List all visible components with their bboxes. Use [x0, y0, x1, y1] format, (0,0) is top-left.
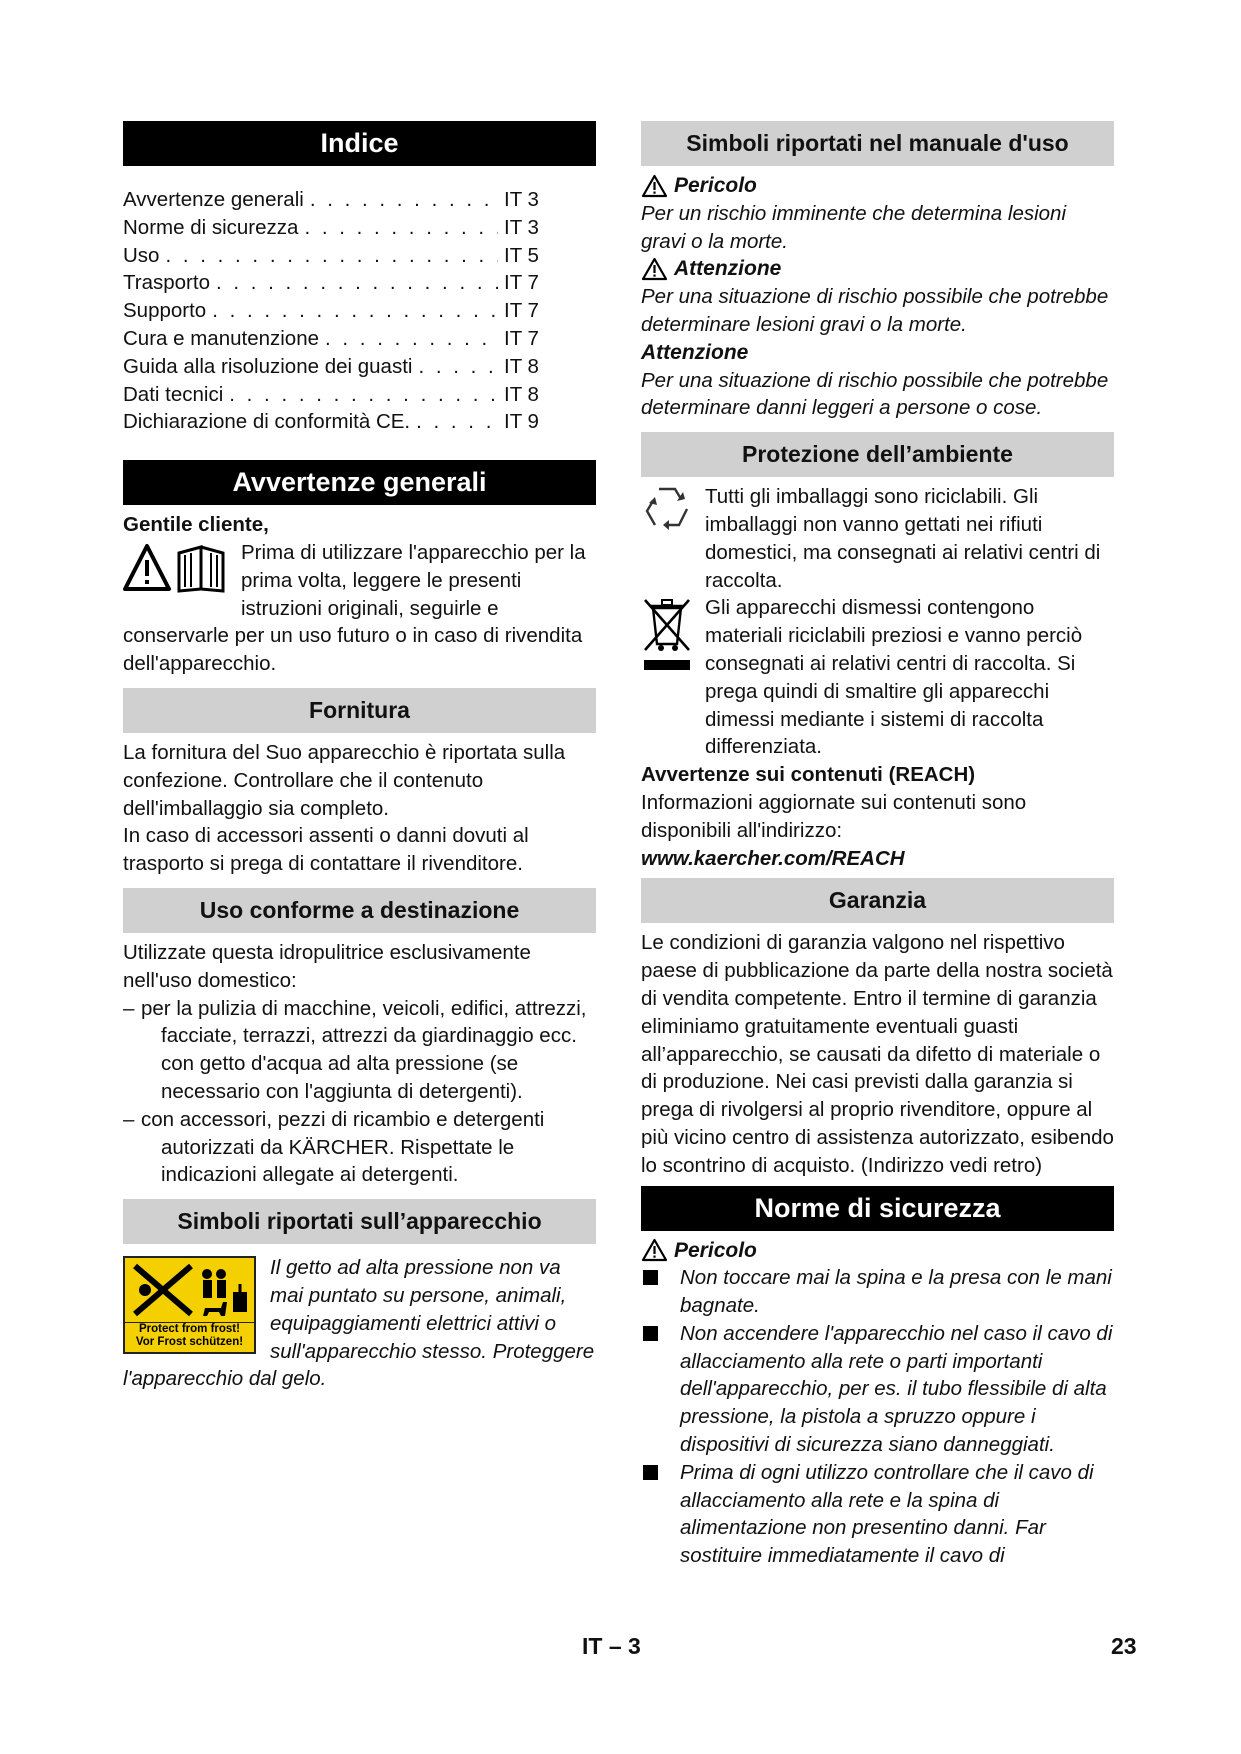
toc-entry[interactable]: Guida alla risoluzione dei guasti . . . IT 8: [123, 353, 548, 381]
supply-text-2: In caso di accessori assenti o danni dovuti al trasporto si prega di contattare il rivenditore.: [123, 824, 529, 876]
toc-entry[interactable]: Cura e manutenzione . . . IT 7: [123, 325, 548, 353]
right-column: [641, 121, 1114, 1570]
weee-row: [641, 594, 1114, 761]
toc-entry[interactable]: Norme di sicurezza . . . IT 3: [123, 214, 548, 242]
label-text-de: Vor Frost schützen!: [135, 1336, 244, 1349]
general-text: Prima di utilizzare l'apparecchio per la prima volta, leggere le presenti istruzioni originali, seguirle e conservarle per un uso futuro o in caso di rivendita dell'apparecchio.: [123, 540, 586, 676]
high-pressure-warning-icon: [125, 1258, 254, 1320]
section-title-supply: Fornitura: [123, 688, 596, 733]
section-title-safety: Norme di sicurezza: [641, 1186, 1114, 1231]
device-symbols-text: Il getto ad alta pressione non va mai puntato su persone, animali, equipaggiamenti elettrici attivi o sull'apparecchio stesso. Proteggere l'apparecchio dal gelo.: [123, 1256, 595, 1391]
warranty-text: Le condizioni di garanzia valgono nel rispettivo paese di pubblicazione da parte della nostra società di vendita competente. Entro il termine di garanzia eliminiamo gratuitamente eventuali guasti all’apparecchio, se causati da difetto di materiale o di produzione. Nei casi previsti dalla garanzia si prega di rivolgersi al proprio rivenditore, oppure al più vicino centro di assistenza autorizzato, esibendo lo scontrino di acquisto. (Indirizzo vedi retro): [641, 931, 1114, 1177]
recycle-icon: [641, 483, 693, 533]
danger-label: Pericolo: [641, 172, 1114, 200]
section-title-intended-use: Uso conforme a destinazione: [123, 888, 596, 933]
intended-use-intro: Utilizzate questa idropulitrice esclusivamente nell'uso domestico:: [123, 940, 531, 992]
toc-entry[interactable]: Uso . . . IT 5: [123, 242, 548, 270]
bullet-square-icon: [643, 1270, 658, 1285]
caution-label: Attenzione: [641, 340, 749, 364]
toc-entry[interactable]: Dichiarazione di conformità CE. . . . IT 9: [123, 408, 548, 436]
greeting: Gentile cliente,: [123, 513, 269, 537]
left-column: [123, 121, 596, 1393]
recycle-text: Tutti gli imballaggi sono riciclabili. Gli imballaggi non vanno gettati nei rifiuti domestici, ma consegnati ai relativi centri di raccolta.: [705, 485, 1101, 592]
table-of-contents: [123, 186, 548, 436]
warning-text: Per una situazione di rischio possibile che potrebbe determinare lesioni gravi o la morte.: [641, 285, 1109, 336]
supply-text-1: La fornitura del Suo apparecchio è riportata sulla confezione. Controllare che il contenuto dell'imballaggio sia completo.: [123, 740, 566, 820]
read-manual-warning-icon: [123, 543, 233, 595]
reach-text: Informazioni aggiornate sui contenuti sono disponibili all'indirizzo:: [641, 790, 1027, 842]
warning-triangle-icon: [641, 174, 668, 198]
label-text-it: Protect from frost!: [139, 1323, 240, 1336]
safety-danger-label: Pericolo: [641, 1237, 1114, 1265]
toc-entry[interactable]: Supporto . . . IT 7: [123, 297, 548, 325]
toc-title: Indice: [123, 121, 596, 166]
device-warning-label: [123, 1256, 256, 1354]
reach-link[interactable]: www.kaercher.com/REACH: [641, 846, 905, 870]
danger-text: Per un rischio imminente che determina lesioni gravi o la morte.: [641, 201, 1067, 253]
bullet-square-icon: [643, 1326, 658, 1341]
list-item: – con accessori, pezzi di ricambio e detergenti autorizzati da KÄRCHER. Rispettate le indicazioni allegate ai detergenti.: [123, 1107, 545, 1187]
list-item: Prima di ogni utilizzo controllare che il cavo di allacciamento alla rete e la spina di alimentazione non presentino danni. Far sostituire immediatamente il cavo di: [641, 1459, 1114, 1570]
reach-title: Avvertenze sui contenuti (REACH): [641, 763, 976, 787]
section-title-manual-symbols: Simboli riportati nel manuale d'uso: [641, 121, 1114, 166]
recycle-row: [641, 483, 1114, 594]
warning-triangle-icon: [641, 1238, 668, 1262]
toc-entry[interactable]: Dati tecnici . . . IT 8: [123, 381, 548, 409]
warning-label: Attenzione: [641, 255, 1114, 283]
bullet-square-icon: [643, 1465, 658, 1480]
crossed-bin-icon: [641, 594, 693, 674]
toc-entry[interactable]: Trasporto . . . IT 7: [123, 269, 548, 297]
section-title-environment: Protezione dell’ambiente: [641, 432, 1114, 477]
warning-triangle-icon: [641, 257, 668, 281]
section-title-warranty: Garanzia: [641, 878, 1114, 923]
section-title-device-symbols: Simboli riportati sull’apparecchio: [123, 1199, 596, 1244]
page-number: 23: [1111, 1633, 1137, 1659]
footer-section-label: IT – 3: [582, 1633, 641, 1659]
weee-text: Gli apparecchi dismessi contengono materiali riciclabili preziosi e vanno perciò consegnati ai relativi centri di raccolta. Si prega quindi di smaltire gli apparecchi dimessi mediante i sistemi di raccolta differenziata.: [705, 596, 1083, 759]
list-item: Non accendere l'apparecchio nel caso il cavo di allacciamento alla rete o parti importanti dell'apparecchio, per es. il tubo flessibile di alta pressione, la pistola a spruzzo oppure i dispositivi di sicurezza siano danneggiati.: [641, 1320, 1114, 1459]
toc-entry[interactable]: Avvertenze generali . . . IT 3: [123, 186, 548, 214]
caution-text: Per una situazione di rischio possibile che potrebbe determinare danni leggeri a persone o cose.: [641, 368, 1109, 420]
list-item: – per la pulizia di macchine, veicoli, edifici, attrezzi, facciate, terrazzi, attrezzi da giardinaggio ecc. con getto d'acqua ad alta pressione (se necessario con l'aggiunta di detergenti).: [123, 996, 587, 1103]
list-item: Non toccare mai la spina e la presa con le mani bagnate.: [641, 1264, 1114, 1320]
section-title-general: Avvertenze generali: [123, 460, 596, 505]
